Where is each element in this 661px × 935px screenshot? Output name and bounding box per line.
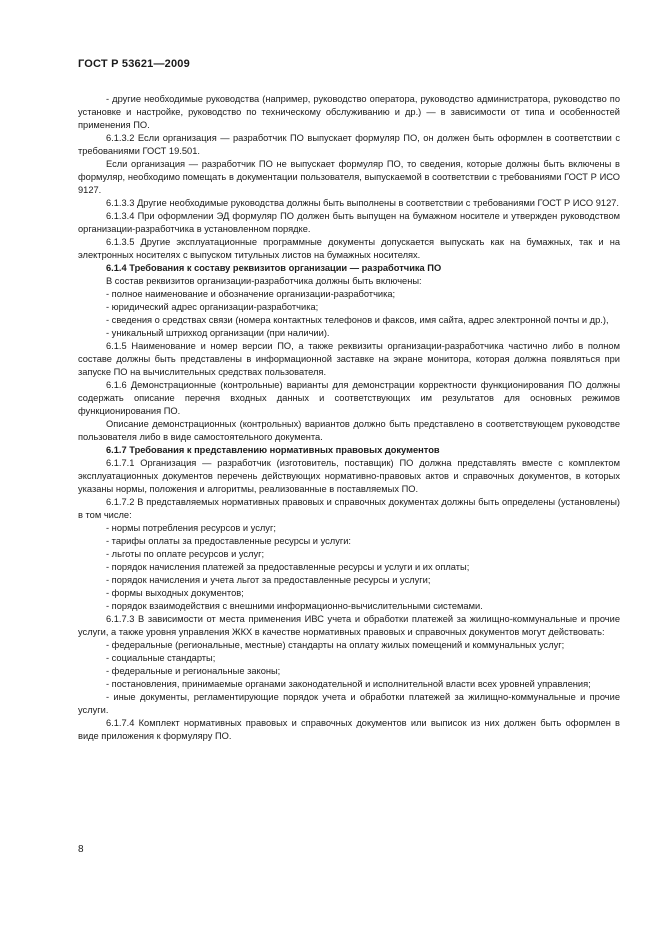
list-item: - другие необходимые руководства (например, руководство оператора, руководство администратора, руководство по установке и настройке, руководство по техническому обслуживанию и др.) — в зависимости от типа и особенностей применения ПО. bbox=[78, 94, 620, 130]
paragraph: 6.1.3.4 При оформлении ЭД формуляр ПО должен быть выпущен на бумажном носителе и утвержден руководством организации-разработчика в установленном порядке. bbox=[78, 211, 620, 234]
list-item: - федеральные и региональные законы; bbox=[106, 666, 281, 676]
paragraph: 6.1.7.1 Организация — разработчик (изготовитель, поставщик) ПО должна представлять вместе с комплектом эксплуатационных документов перечень действующих нормативно-правовых актов и справочных документов, в которых указаны нормы, положения и алгоритмы, реализованные в поставляемых ПО. bbox=[78, 458, 620, 494]
paragraph: Если организация — разработчик ПО не выпускает формуляр ПО, то сведения, которые должны быть включены в формуляр, необходимо помещать в документации пользователя, выпускаемой в соответствии с требованиями ГОСТ Р ИСО 9127. bbox=[78, 159, 620, 195]
list-item: - формы выходных документов; bbox=[106, 588, 244, 598]
paragraph: В состав реквизитов организации-разработчика должны быть включены: bbox=[106, 276, 422, 286]
list-item: - порядок начисления платежей за предоставленные ресурсы и услуги и их оплаты; bbox=[106, 562, 470, 572]
list-item: - порядок взаимодействия с внешними информационно-вычислительными системами. bbox=[106, 601, 483, 611]
section-heading: 6.1.4 Требования к составу реквизитов организации — разработчика ПО bbox=[106, 263, 442, 273]
page-number: 8 bbox=[78, 844, 84, 855]
paragraph: 6.1.7.2 В представляемых нормативных правовых и справочных документах должны быть определены (установлены) в том числе: bbox=[78, 497, 620, 520]
paragraph: 6.1.3.2 Если организация — разработчик ПО выпускает формуляр ПО, он должен быть оформлен в соответствии с требованиями ГОСТ 19.501. bbox=[78, 133, 620, 156]
paragraph: 6.1.7.4 Комплект нормативных правовых и справочных документов или выписок из них должен быть оформлен в виде приложения к формуляру ПО. bbox=[78, 718, 620, 741]
list-item: - порядок начисления и учета льгот за предоставленные ресурсы и услуги; bbox=[106, 575, 431, 585]
list-item: - сведения о средствах связи (номера контактных телефонов и факсов, имя сайта, адрес электронной почты и др.), bbox=[106, 315, 609, 325]
list-item: - тарифы оплаты за предоставленные ресурсы и услуги: bbox=[106, 536, 352, 546]
list-item: - полное наименование и обозначение организации-разработчика; bbox=[106, 289, 396, 299]
paragraph: 6.1.3.5 Другие эксплуатационные программные документы допускается выпускать как на бумажных, так и на электронных носителях с выпуском титульных листов на бумажных носителях. bbox=[78, 237, 620, 260]
list-item: - уникальный штрихкод организации (при наличии). bbox=[106, 328, 330, 338]
document-header: ГОСТ Р 53621—2009 bbox=[78, 58, 190, 70]
list-item: - постановления, принимаемые органами законодательной и исполнительной власти всех уровней управления; bbox=[106, 679, 591, 689]
list-item: - льготы по оплате ресурсов и услуг; bbox=[106, 549, 265, 559]
paragraph: Описание демонстрационных (контрольных) вариантов должно быть представлено в соответствующем руководстве пользователя либо в виде самостоятельного документа. bbox=[78, 419, 620, 442]
list-item: - юридический адрес организации-разработчика; bbox=[106, 302, 319, 312]
list-item: - социальные стандарты; bbox=[106, 653, 216, 663]
paragraph: 6.1.6 Демонстрационные (контрольные) варианты для демонстрации корректности функционирования ПО должны содержать описание перечня входных данных и соответствующих им результатов для основных режимов функционирования ПО. bbox=[78, 380, 620, 416]
paragraph: 6.1.3.3 Другие необходимые руководства должны быть выполнены в соответствии с требованиями ГОСТ Р ИСО 9127. bbox=[106, 198, 620, 208]
paragraph: 6.1.7.3 В зависимости от места применения ИВС учета и обработки платежей за жилищно-коммунальные и прочие услуги, а также уровня управления ЖКХ в качестве нормативных правовых и справочных документов могут действовать: bbox=[78, 614, 620, 637]
document-body bbox=[78, 93, 620, 743]
list-item: - иные документы, регламентирующие порядок учета и обработки платежей за жилищно-коммунальные и прочие услуги. bbox=[78, 692, 620, 715]
section-heading: 6.1.7 Требования к представлению нормативных правовых документов bbox=[106, 445, 440, 455]
list-item: - федеральные (региональные, местные) стандарты на оплату жилых помещений и коммунальных услуг; bbox=[106, 640, 565, 650]
paragraph: 6.1.5 Наименование и номер версии ПО, а также реквизиты организации-разработчика частично либо в полном составе должны быть представлены в информационной заставке на экране монитора, которая должна появляться при запуске ПО на вычислительных средствах пользователя. bbox=[78, 341, 620, 377]
list-item: - нормы потребления ресурсов и услуг; bbox=[106, 523, 276, 533]
